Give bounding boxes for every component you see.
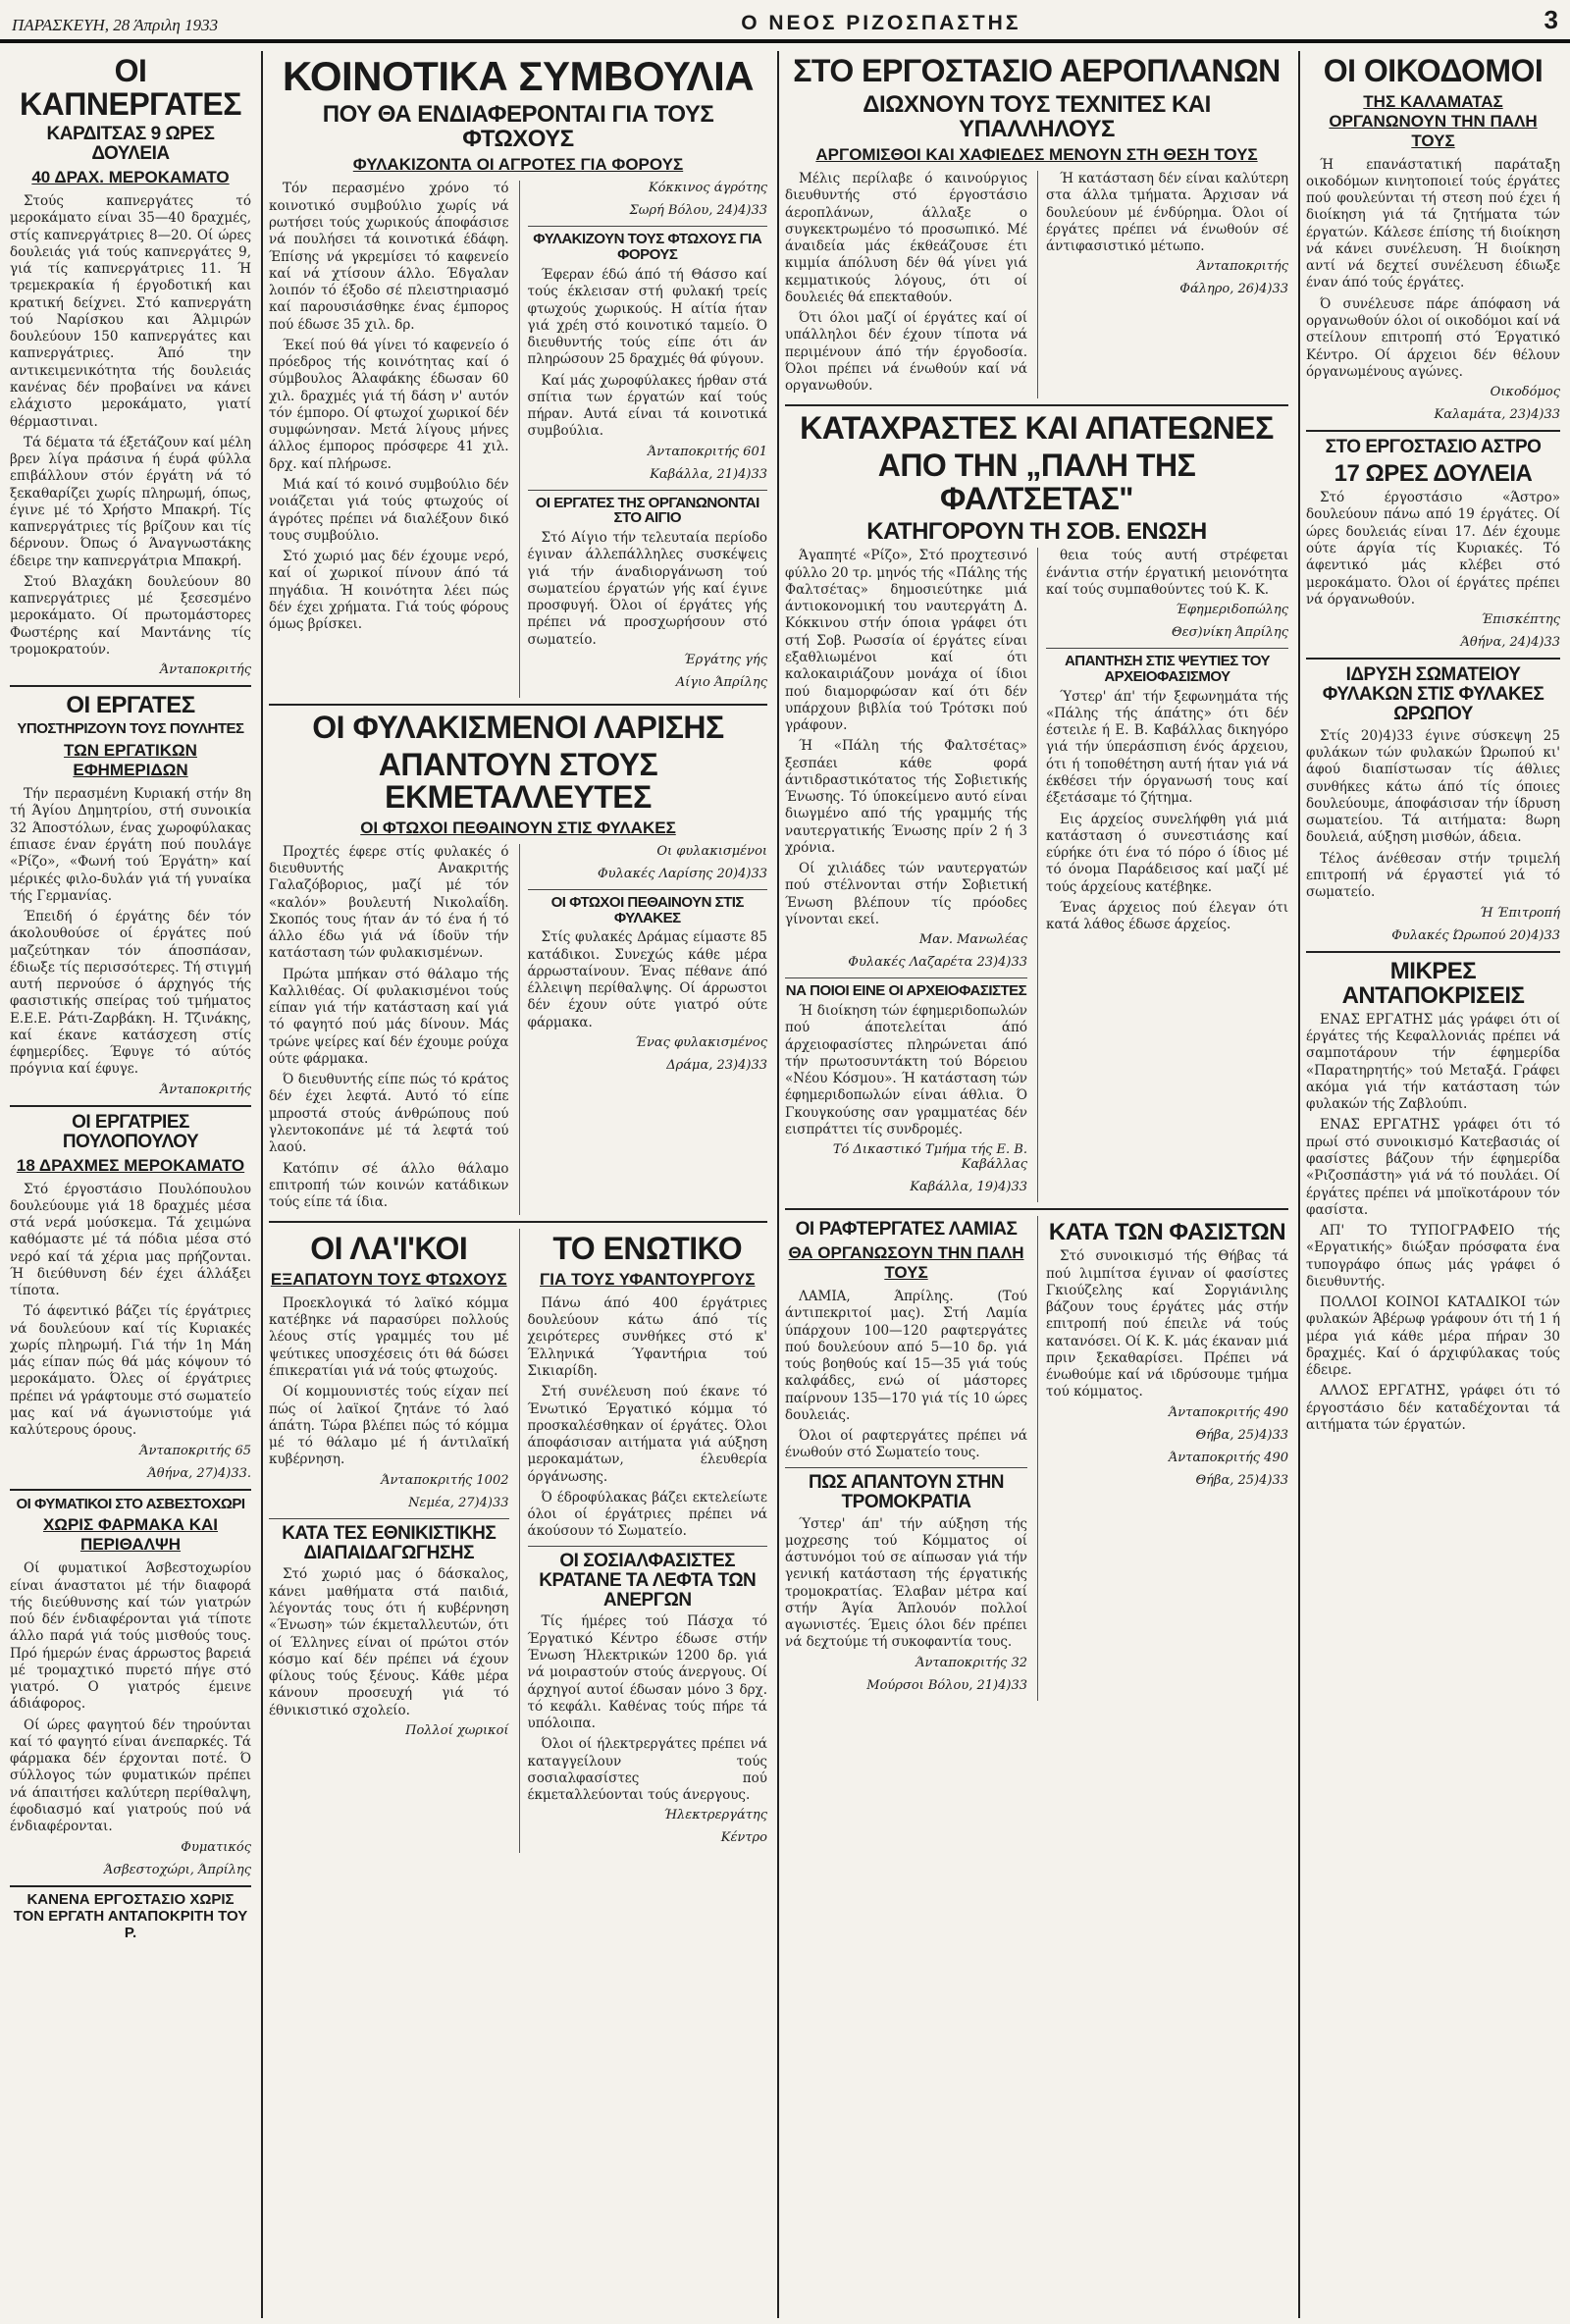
paragraph: Μέλις περίλαβε ό καινούργιος διευθυντής στό έργοστάσιο άεροπλάνων, άλλαξε ο συγκεκτρωμένο τό προσωπικό. Μέ άναιδεία μάς έκθεάζουσε έτι κιμμία άπόλυση δέν θά γίνει γιά κεμματικούς λόγους, ότι οί δουλειές θά επεκταθούν. bbox=[785, 170, 1027, 305]
divider bbox=[269, 704, 767, 706]
headline: ΚΑΤΑ ΤΕΣ ΕΘΝΙΚΙΣΤΙΚΗΣ ΔΙΑΠΑΙΔΑΓΩΓΗΣΗΣ bbox=[282, 1522, 497, 1563]
paragraph: Ή επανάστατική παράταξη οικοδόμων κινητοποιεί τούς έργάτες πού φουλεύνται τή στεση πού έχει ή διοίκηση γιά τά ζητήματα τών έργατών. Κάλεσε έπίσης τή διοίκηση νά κάνει συνέλευση. Ή διοίκηση αντί νά δεχτεί συνέλευση έδιωξε έναν άπό τούς έργάτες. bbox=[1306, 156, 1560, 291]
paragraph: ΠΟΛΛΟΙ ΚΟΙΝΟΙ ΚΑΤΑΔΙΚΟΙ τών φυλακών Άβέρωφ γράφουν ότι τή 1 ή μέρα γιά κάθε μέρα πήραν 30 δραχμές. Καί ό άρχιφύλακας τούς έδειρε. bbox=[1306, 1294, 1560, 1379]
article-larissa-prisoners bbox=[269, 709, 767, 1215]
article-populists bbox=[269, 1229, 509, 1853]
paragraph: Μιά καί τό κοινό συμβούλιο δέν νοιάζεται γιά τούς φτωχούς οί άγρότες πρέπει νά διαλέξουν δικό τους συμβούλιο. bbox=[269, 476, 509, 544]
dateline: Φυλακές Λαζαρέτα 23)4)33 bbox=[848, 955, 1027, 971]
article-tobacco-workers bbox=[10, 55, 251, 677]
article-workers-support-sellers bbox=[10, 693, 251, 1096]
signature: Άνταποκριτής 32 bbox=[916, 1655, 1027, 1670]
paragraph: Ό έδροφύλακας βάζει εκτελείωτε όλοι οί έργάτριες πρέπει νά άκούσουν τό Σωματείο. bbox=[527, 1489, 767, 1540]
column-2 bbox=[261, 51, 773, 2318]
signature: Άνταποκριτής bbox=[159, 662, 251, 678]
paragraph: Ό συνέλευσε πάρε άπόφαση νά οργανωθούν όλοι οί οικοδόμοι καί νά στείλουν επιτροπή στό Έργατικό Κέντρο. Οί άρχειοι δέν θέλουν όργανωμένους αγώνες. bbox=[1306, 295, 1560, 380]
paragraph: Ή κατάσταση δέν είναι καλύτερη στα άλλα τμήματα. Άρχισαν νά δουλεύουν μέ ένδύρημα. Όλοι οί έργάτες πρέπει νά ένωθούν σέ άντιφασιστικό μέτωπο. bbox=[1046, 170, 1288, 255]
paragraph: Ύστερ' άπ' τήν αύξηση τής μοχρεσης τού Κόμματος οί άστυνόμοι τού σε αίπωσαν γιά τήν γενική κατάσταση τής έργατικής τρομοκρατίας. Έλαβαν μέτρα καί στήν Άγία Άπλουόν πολλοί αγωνιστές. Έμεις όλοι δέν πρέπει νά δεχτούμε τή συκοφαντία τους. bbox=[785, 1515, 1027, 1651]
divider bbox=[1306, 951, 1560, 953]
divider bbox=[10, 1105, 251, 1107]
article-against-fascists bbox=[1037, 1216, 1288, 1701]
article-aircraft-factory bbox=[785, 55, 1288, 398]
headline: ΟΙ ΕΡΓΑΤΕΣ ΤΗΣ ΟΡΓΑΝΩΝΟΝΤΑΙ ΣΤΟ ΑΙΓΙΟ bbox=[535, 494, 759, 527]
subheadline: 17 ΩΡΕΣ ΔΟΥΛΕΙΑ bbox=[1334, 459, 1533, 487]
divider bbox=[528, 1546, 768, 1547]
divider bbox=[269, 1221, 767, 1223]
bottom-two-articles bbox=[785, 1216, 1288, 1701]
paragraph: Εις άρχείος συνελήφθη γιά μιά κατάσταση ό συνεστιάσης καί εύρήκε ότι ένα τό πόρο ό ίδιος μέ τό όνομα Παράδεισος καί μαζί μέ τούς άρχείους κατέβηκε. bbox=[1046, 811, 1288, 895]
subheadline-2: ΤΩΝ ΕΡΓΑΤΙΚΩΝ ΕΦΗΜΕΡΙΔΩΝ bbox=[64, 741, 197, 780]
headline: ΠΩΣ ΑΠΑΝΤΟΥΝ ΣΤΗΝ ΤΡΟΜΟΚΡΑΤΙΑ bbox=[809, 1471, 1004, 1512]
paragraph: Στή συνέλευση πού έκανε τό Ένωτικό Έργατικό κόμμα τό προσκαλέσθηκαν οί έργάτες. Όλοι άποφάσισαν αιτήματα γιά αύξηση μεροκαμάτων, έλευθερία όργάνωσης. bbox=[527, 1384, 767, 1485]
headline-2: ΑΠΑΝΤΟΥΝ ΣΤΟΥΣ ΕΚΜΕΤΑΛΛΕΥΤΕΣ bbox=[378, 746, 658, 816]
divider bbox=[528, 889, 768, 890]
paragraph: Στό έργοστάσιο «Άστρο» δουλεύουν πάνω από 19 έργάτες. Οί ώρες δουλειάς είναι 17. Δέν έχουμε ούτε άργία τίς Κυριακές. Τό άφεντικό μάς κλέβει στό μεροκάματο. Όλοι οί έργάτες πρέπει νά όργανωθούν. bbox=[1306, 490, 1560, 607]
subcolumn-left bbox=[269, 844, 509, 1216]
paragraph: ΑΠ' ΤΟ ΤΥΠΟΓΡΑΦΕΙΟ τής «Εργατικής» διώξαν πρόσφατα ένα τυπογράφο όπως μάς γράφει ό διευθυντής. bbox=[1306, 1223, 1560, 1290]
article-lamia-tailors bbox=[785, 1216, 1027, 1701]
article-tuberculosis-patients bbox=[10, 1497, 251, 1877]
headline: ΟΙ ΕΡΓΑΤΡΙΕΣ ΠΟΥΛΟΠΟΥΛΟΥ bbox=[62, 1111, 199, 1152]
paragraph: Ή διοίκηση τών έφημεριδοπωλών πού άποτελείται άπό άρχειοφασίστες πληρώνεται άπό τήν πρωτοσυντάκτη τού Βόρειου «Νέου Κόσμου». Ή κατάσταση τών έφημεριδοπωλών είναι άθλια. Ό Γκουγκούσης σαν γραμματέας δέν εισπράττει τίς συνδρομές. bbox=[785, 1002, 1027, 1137]
signature: Άνταποκριτής 490 bbox=[1168, 1450, 1288, 1465]
newspaper-title: Ο ΝΕΟΣ ΡΙΖΟΣΠΑΣΤΗΣ bbox=[741, 12, 1021, 34]
divider bbox=[785, 404, 1288, 406]
dateline: Καλαμάτα, 23)4)33 bbox=[1434, 407, 1560, 423]
paragraph: Κατόπιν σέ άλλο θάλαμο επιτροπή τών κοινών κατάδικων τούς είπε τά ίδια. bbox=[269, 1160, 509, 1211]
paragraph: ΕΝΑΣ ΕΡΓΑΤΗΣ γράφει ότι τό πρωί στό συνοικισμό Κατεβασιάς οί φασίστες βάζουν τήν έφημερίδα «Ριζοσπάστη» γιά νά τό πουλάει. Οί έργάτες πρέπει νά μποϊκοτάρουν τόν φασίστα. bbox=[1306, 1117, 1560, 1218]
subcolumn-right bbox=[1037, 171, 1288, 398]
paragraph: Ό διευθυντής είπε πώς τό κράτος δέν έχει λεφτά. Αυτό τό είπε μπροστά στούς άνθρώπους πού γλεντοκοπάνε μέ τά λεφτά τού λαού. bbox=[269, 1072, 509, 1156]
paragraph: Τό άφεντικό βάζει τίς έργάτριες νά δουλεύουν καί τίς Κυριακές χωρίς πληρωμή. Γιά τήν 1η Μάη μάς είπαν πώς θά μάς κόψουν τό μεροκάματο. Όλες οί έργάτριες πρέπει νά γράφτουμε στό σωματείο μας καί νά άγωνιστούμε γιά καλύτερους όρους. bbox=[10, 1303, 251, 1439]
headline: ΟΙ ΣΟΣΙΑΛΦΑΣΙΣΤΕΣ ΚΡΑΤΑΝΕ ΤΑ ΛΕΦΤΑ ΤΩΝ ΑΝΕΡΓΩΝ bbox=[539, 1550, 757, 1611]
paragraph: ΑΛΛΟΣ ΕΡΓΑΤΗΣ, γράφει ότι τό έργοστάσιο δέν καταδέχονται τά αιτήματα τών έργατών. bbox=[1306, 1383, 1560, 1433]
signature: Φυματικός bbox=[181, 1839, 251, 1855]
signature: Άνταποκριτής 65 bbox=[139, 1443, 251, 1458]
paragraph: Τά δέματα τά έξετάζουν καί μέλη βρεν λίγα πράσινα ή έυρά φύλλα επιβάλλουν στόν έργάτη νά τό ξεκαθαρίζει χωρίς πληρωμή, όπως, έγινε μέ τό Χρήστο Μπακρή. Τίς καπνεργάτριες τίς βρίζουν και τίς δέρνουν. Όπως ό Άναγνωστάκης έδειρε την καπνεργάτρια Μπακρή. bbox=[10, 434, 251, 569]
paragraph: Ύστερ' άπ' τήν ξεφωνημάτα τής «Πάλης τής άπάτης» ότι δέν έστειλε ή Ε. Β. Καβάλλας δικηγόρο γιά τήν ύπεράσπιση ένός άρχειου, ότι ή τοποθέτηση αυτή ήταν γιά νά έκθέσει τήν όργανωσή τους καί έξετάσαμε τό ζήτημα. bbox=[1046, 688, 1288, 807]
subheadline: ΟΙ ΦΤΩΧΟΙ ΠΕΘΑΙΝΟΥΝ ΣΤΙΣ ΦΥΛΑΚΕΣ bbox=[360, 818, 676, 837]
two-column-block bbox=[269, 181, 767, 698]
signature: Έφημεριδοπώλης bbox=[1176, 603, 1288, 618]
headline: ΟΙ ΕΡΓΑΤΕΣ bbox=[66, 692, 195, 719]
paragraph: Ή «Πάλη τής Φαλτσέτας» ξεσπάει κάθε φορά άντιδραστικότατος τής Σοβιετικής Ένωσης. Τό ύποκείμενο αυτό είναι διωγμένο από τής γραμμής τής ναυτεργατικής Ένωσης πρίν 2 ή 3 χρόνια. bbox=[785, 738, 1027, 856]
subcolumn-left bbox=[785, 171, 1027, 398]
paragraph: Άγαπητέ «Ρίζο», Στό προχτεσινό φύλλο 20 τρ. μηνός τής «Πάλης τής Φαλτσέτας» δημοσιεύτηκε μιά άντιοκονομική του ναυτεργάτη Δ. Κόκκινου στήν όποια γράφει ότι στή Σοβ. Ρωσσία οί έργάτες είναι εξαθλιωμένοι καί ότι καλοκαιριάζουν μονάχα οί ίδιοι πού διαμορφώσαν καί ότι δέν υπάρχουν βιβλία τού Τρότσκι πού γράφουν. bbox=[785, 548, 1027, 734]
paragraph: Στό Αίγιο τήν τελευταία περίοδο έγιναν άλλεπάλληλες συσκέψεις γιά τήν άναδιοργάνωση τού σωματείου έργατών γής καί έγινε προσφυγή. Όλοι οί έργάτες γής πρέπει νά προσχωρήσουν στό σωματείο. bbox=[527, 530, 767, 648]
paragraph: Καί μάς χωροφύλακες ήρθαν στά σπίτια των έργατών καί τούς πήραν. Αυτά είναι τά κοινοτικά συμβούλια. bbox=[527, 372, 767, 440]
column-4 bbox=[1298, 51, 1566, 2318]
divider bbox=[785, 977, 1027, 978]
dateline: Άθήνα, 27)4)33. bbox=[147, 1465, 251, 1481]
paragraph: Ένας άρχειος πού έλεγαν ότι κατά λάθος έδωσε άρχείος. bbox=[1046, 899, 1288, 933]
divider bbox=[1306, 430, 1560, 432]
two-column-block bbox=[785, 171, 1288, 398]
headline-2: ΑΠΟ ΤΗΝ „ΠΑΛΗ ΤΗΣ ΦΑΛΤΣΕΤΑΣ" bbox=[877, 448, 1196, 516]
divider bbox=[785, 1467, 1027, 1468]
headline: ΟΙ ΦΥΜΑΤΙΚΟΙ ΣΤΟ ΑΣΒΕΣΤΟΧΩΡΙ bbox=[16, 1495, 245, 1512]
dateline: Κέντρο bbox=[720, 1830, 767, 1846]
paragraph: Έπειδή ό έργάτης δέν τόν άκολουθούσε οί έργάτες πού μαζεύτηκαν τόν άποσπάσαν, έδιωξε τίς περισσότερες. Τή στιγμή αυτή περνούσε ό άρχηγός τής φασιστικής σπείρας τού τμήματος Ε.Ε.Ε. Ράτι-Ζαρβάκη. Η. Τζινάκης, καί έκανε κατάσχεση στίς έφημερίδες. Έφυγε τό αύτός πρόγνια καί έφυγε. bbox=[10, 909, 251, 1078]
headline: ΟΙ ΟΙΚΟΔΟΜΟΙ bbox=[1323, 53, 1544, 88]
subheadline: ΘΑ ΟΡΓΑΝΩΣΟΥΝ ΤΗΝ ΠΑΛΗ ΤΟΥΣ bbox=[788, 1243, 1024, 1283]
headline: ΙΔΡΥΣΗ ΣΩΜΑΤΕΙΟΥ ΦΥΛΑΚΩΝ ΣΤΙΣ ΦΥΛΑΚΕΣ ΩΡΩΠΟΥ bbox=[1322, 664, 1544, 724]
signature: Άνταποκριτής 490 bbox=[1168, 1404, 1288, 1420]
subheadline: ΚΑΡΔΙΤΣΑΣ 9 ΩΡΕΣ ΔΟΥΛΕΙΑ bbox=[46, 124, 215, 165]
headline: ΟΙ ΛΑ'Ι'ΚΟΙ bbox=[310, 1231, 468, 1267]
article-embezzlers bbox=[785, 412, 1288, 1202]
subheadline: 18 ΔΡΑΧΜΕΣ ΜΕΡΟΚΑΜΑΤΟ bbox=[16, 1155, 245, 1175]
headline-3: ΚΑΤΗΓΟΡΟΥΝ ΤΗ ΣΟΒ. ΕΝΩΣΗ bbox=[866, 518, 1207, 546]
subcolumn-right bbox=[519, 844, 768, 1216]
paragraph: Οί φυματικοί Άσβεστοχωρίου είναι άναστατοι μέ τήν διαφορά τής διεύθυνσης καί τών γιατρών πού δέν ένδιαφέρονται γιά τίποτε άλλο παρά γιά τούς μισθούς τους. Πρό ήμερών ένας άρρωστος βαρειά μέ τρομαχτικό πυρετό πήγε στό γιατρό. Ο γιατρός έμεινε άδιάφορος. bbox=[10, 1560, 251, 1713]
subheadline: ΓΙΑ ΤΟΥΣ ΥΦΑΝΤΟΥΡΓΟΥΣ bbox=[540, 1269, 756, 1289]
paragraph: Στούς καπνεργάτες τό μεροκάματο είναι 35—40 δραχμές, στίς καπνεργάτριες 8—20. Οί ώρες δουλειάς γιά τούς καπνεργάτες 9, γιά τίς καπνεργάτριες 11. Ή τρεμεκρακία ή έργοδοτική και κρατική δείχνει. Στό καπνεργάτη τού Ναρίσκου και Άλμιρών δουλεύουν 150 καπνεργάτες και καπνεργάτριες. Άπό την αντικειμενικότητα τής δουλειάς κανένας δέν προβαίνει να κάνει ελάχιστο μεροκάματο, γιατί θέρμαστιναι. bbox=[10, 193, 251, 430]
headline: ΚΟΙΝΟΤΙΚΑ ΣΥΜΒΟΥΛΙΑ bbox=[282, 53, 755, 99]
divider bbox=[10, 685, 251, 687]
signature: Άνταποκριτής 601 bbox=[647, 444, 767, 459]
subcolumn-right bbox=[519, 181, 768, 698]
article-poulopoulos-workers bbox=[10, 1113, 251, 1481]
paragraph: Προεκλογικά τό λαϊκό κόμμα κατέβηκε νά παρασύρει πολλούς λέους στίς γραμμές του μέ ψεύτικες υποσχέσεις ότι θά δώσει έπικερατίαι γιά νά τούς φτωχούς. bbox=[269, 1294, 509, 1379]
signature: Έπισκέπτης bbox=[1481, 612, 1560, 628]
signature: Τό Δικαστικό Τμήμα τής Ε. Β. Καβάλλας bbox=[832, 1142, 1027, 1173]
paragraph: Έκεί πού θά γίνει τό καφενείο ό πρόεδρος τής κοινότητας καί ό σύμβουλος Άλαφάκης έδωσαν 60 χιλ. δραχμές γιά τή δάση ν' αυτόν τόν έμπορο. Οί φτωχοί χωρικοί δέν συμφώνησαν. Μετά λίγους μήνες άλλος έμπορος πρόσφερε 41 χιλ. δρχ. καί πλήρωσε. bbox=[269, 337, 509, 472]
subheadline: ΦΥΛΑΚΙΖΟΝΤΑ ΟΙ ΑΓΡΟΤΕΣ ΓΙΑ ΦΟΡΟΥΣ bbox=[352, 155, 684, 175]
divider bbox=[1306, 658, 1560, 660]
signature: Οι φυλακισμένοι bbox=[656, 843, 767, 859]
paragraph: Όλοι οί ραφτεργάτες πρέπει νά ένωθούν στό Σωματείο τους. bbox=[785, 1428, 1027, 1461]
dateline: Καβάλλα, 19)4)33 bbox=[910, 1180, 1027, 1195]
headline: ΚΑΤΑΧΡΑΣΤΕΣ ΚΑΙ ΑΠΑΤΕΩΝΕΣ bbox=[800, 410, 1274, 447]
divider bbox=[785, 1208, 1288, 1210]
paragraph: Στό έργοστάσιο Πουλόπουλου δουλεύουμε γιά 18 δραχμές μέσα στά νερά μούσκεμα. Τά χειμώνα καθόμαστε μέ τά πόδια μέσα στό νερό καί τά χέρια μας πρήζονται. Ή διεύθυνση δέν έχει άλλάξει τίποτα. bbox=[10, 1181, 251, 1299]
divider bbox=[269, 1518, 509, 1519]
paragraph: Στού Βλαχάκη δουλεύουν 80 καπνεργάτριες μέ ξεσεσμένο μεροκάματο. Οί πρωτομάστορες Φωστέρης καί Μαντάνης τίς τρομοκρατούν. bbox=[10, 573, 251, 658]
signature: Άνταποκριτής 1002 bbox=[381, 1472, 509, 1488]
paragraph: Στό χωριό μας ό δάσκαλος, κάνει μαθήματα στά παιδιά, λέγοντάς τους ότι ή κυβέρνηση «Ένωση» τών έκμεταλλευτών, ότι οί Έλληνες είναι οί πρώτοι στόν κόσμο καί δέν πρέπει νά έχουν φίλους τούς ξένους. Κάθε μέρα κάνουν προσευχή γιά τό έθνικιστικό σχολείο. bbox=[269, 1566, 509, 1718]
subcolumn-left bbox=[785, 548, 1027, 1202]
article-short-reports bbox=[1306, 959, 1560, 1435]
dateline: Φυλακές Ώρωπού 20)4)33 bbox=[1391, 927, 1560, 943]
subheadline-2: 40 ΔΡΑΧ. ΜΕΡΟΚΑΜΑΤΟ bbox=[31, 168, 230, 187]
dateline: Άσβεστοχώρι, Άπρίλης bbox=[103, 1862, 251, 1877]
paragraph: Τήν περασμένη Κυριακή στήν 8η τή Άγίου Δημητρίου, στή συνοικία 32 Άποστόλων, ένας χωροφύλακας έπιασε έναν έργάτη πού πουλάγε «Ρίζο», «Φωνή τού Έργάτη» καί μέρικές φιλο-δυλάν γιά τή γυναίκα τής Γερμανίας. bbox=[10, 786, 251, 904]
dateline: Φυλακές Λαρίσης 20)4)33 bbox=[598, 866, 767, 881]
headline-2: ΠΟΥ ΘΑ ΕΝΔΙΑΦΕΡΟΝΤΑΙ ΓΙΑ ΤΟΥΣ ΦΤΩΧΟΥΣ bbox=[322, 101, 714, 153]
subcolumn-right bbox=[1037, 548, 1288, 1202]
paragraph: Στίς 20)4)33 έγινε σύσκεψη 25 φυλάκων τών φυλακών Ώρωπού κι' άφού διαπίστωσαν τίς άθλιες συνθήκες κάτω άπό τίς όποιες δουλεύουμε, άποφάσισαν τήν ίδρυση σωματείου. Τά αιτήματα: 8ωρη δουλειά, αύξηση μισθών, άδεια. bbox=[1306, 727, 1560, 846]
article-astro-factory bbox=[1306, 438, 1560, 650]
headline: ΦΥΛΑΚΙΖΟΥΝ ΤΟΥΣ ΦΤΩΧΟΥΣ ΓΙΑ ΦΟΡΟΥΣ bbox=[533, 231, 762, 264]
signature: Άνταποκριτής bbox=[159, 1082, 251, 1097]
headline: ΟΙ ΦΤΩΧΟΙ ΠΕΘΑΙΝΟΥΝ ΣΤΙΣ ΦΥΛΑΚΕΣ bbox=[550, 893, 744, 926]
paragraph: Ότι όλοι μαζί οί έργάτες καί οί υπάλληλοι δέν έχουν τίποτα νά περιμένουν άπό τήν έργοδοσία. Όλοι πρέπει νά ένωθούν καί νά οργανωθούν. bbox=[785, 310, 1027, 395]
slogan-footer: ΚΑΝΕΝΑ ΕΡΓΟΣΤΑΣΙΟ ΧΩΡΙΣ ΤΟΝ ΕΡΓΑΤΗ ΑΝΤΑΠΟΚΡΙΤΗ ΤΟΥ Ρ. bbox=[10, 1885, 251, 1941]
article-builders bbox=[1306, 55, 1560, 422]
two-column-block bbox=[269, 844, 767, 1216]
headline: ΣΤΟ ΕΡΓΟΣΤΑΣΙΟ ΑΕΡΟΠΛΑΝΩΝ bbox=[793, 53, 1281, 88]
signature: Κόκκινος άγρότης bbox=[648, 181, 767, 196]
paragraph: ΕΝΑΣ ΕΡΓΑΤΗΣ μάς γράφει ότι οί έργάτες τής Κεφαλλονιάς πρέπει νά σαμποτάρουν τήν έφημερίδα «Παρατηρητής» τού Μεταξά. Γράφει ακόμα γιά τήν κατάσταση τών φυλακών τής Ζαβλούπι. bbox=[1306, 1011, 1560, 1113]
dateline: Δράμα, 23)4)33 bbox=[666, 1057, 767, 1073]
paragraph: Όλοι οί ήλεκτρεργάτες πρέπει νά καταγγείλουν τούς σοσιαλφασίστες πού έκμεταλλεύονται τούς άνεργους. bbox=[527, 1736, 767, 1804]
dateline: Σωρή Βόλου, 24)4)33 bbox=[629, 203, 767, 219]
subheadline: ΕΞΑΠΑΤΟΥΝ ΤΟΥΣ ΦΤΩΧΟΥΣ bbox=[270, 1269, 507, 1289]
subheadline: ΧΩΡΙΣ ΦΑΡΜΑΚΑ ΚΑΙ ΠΕΡΙΘΑΛΨΗ bbox=[42, 1515, 219, 1555]
two-column-block bbox=[785, 548, 1288, 1202]
signature: Πολλοί χωρικοί bbox=[405, 1722, 509, 1738]
paragraph: Έφεραν έδώ άπό τή Θάσσο καί τούς έκλεισαν στή φυλακή τρείς φτωχούς χωρικούς. Η αίτία ήταν γιά χρέη στό κοινοτικό ταμείο. Ό διευθυντής τούς είπε ότι άν πληρώσουν 25 δραχμές θά φύγουν. bbox=[527, 266, 767, 368]
headline: ΟΙ ΡΑΦΤΕΡΓΑΤΕΣ ΛΑΜΙΑΣ bbox=[795, 1219, 1018, 1241]
column-1 bbox=[4, 51, 257, 2318]
headline: ΚΑΤΑ ΤΩΝ ΦΑΣΙΣΤΩΝ bbox=[1048, 1219, 1286, 1246]
paragraph: θεια τούς αυτή στρέφεται ένάντια στήν έργατική μειονότητα καί τούς συμπαθούντες τού Κ. Κ. bbox=[1046, 548, 1288, 598]
headline: ΟΙ ΦΥΛΑΚΙΣΜΕΝΟΙ ΛΑΡΙΣΗΣ bbox=[312, 709, 724, 745]
signature: Έργάτης γής bbox=[683, 652, 767, 667]
headline: ΤΟ ΕΝΩΤΙΚΟ bbox=[552, 1231, 743, 1267]
divider bbox=[1046, 648, 1288, 649]
article-unity-weavers bbox=[519, 1229, 768, 1853]
dateline: Άθήνα, 24)4)33 bbox=[1460, 635, 1560, 651]
signature: Οικοδόμος bbox=[1490, 385, 1560, 400]
headline: ΑΠΑΝΤΗΣΗ ΣΤΙΣ ΨΕΥΤΙΕΣ ΤΟΥ ΑΡΧΕΙΟΦΑΣΙΣΜΟΥ bbox=[1064, 653, 1271, 685]
dateline: Καβάλλα, 21)4)33 bbox=[650, 466, 767, 482]
paragraph: Τέλος άνέθεσαν στήν τριμελή επιτροπή νά έργαστεί γιά τό σωματείο. bbox=[1306, 850, 1560, 901]
page-number: 3 bbox=[1544, 5, 1558, 34]
issue-date: ΠΑΡΑΣΚΕΥΗ, 28 Άπριλη 1933 bbox=[12, 16, 219, 34]
dateline: Μούρσοι Βόλου, 21)4)33 bbox=[866, 1677, 1027, 1693]
headline-2: ΔΙΩΧΝΟΥΝ ΤΟΥΣ ΤΕΧΝΙΤΕΣ ΚΑΙ ΥΠΑΛΛΗΛΟΥΣ bbox=[863, 90, 1211, 142]
article-community-councils bbox=[269, 55, 767, 698]
headline: ΣΤΟ ΕΡΓΟΣΤΑΣΙΟ ΑΣΤΡΟ bbox=[1325, 437, 1542, 458]
paragraph: Στό συνοικισμό τής Θήβας τά πού λιμπίτσα έγιναν οί φασίστες Γκιούζελης καί Σοργιάνιλης βάζουν τους έργάτες μάς στήν επιτροπή πού έπειλε νά τούς κατανόσει. Οί Κ. Κ. μάς έκαναν μιά πριν ξεκαθαρίσει. Πρέπει νά ένωθούμε καί νά ιδρύσουμε τμήμα τού κόμματος. bbox=[1046, 1248, 1288, 1400]
paragraph: Οί χιλιάδες τών ναυτεργατών πού στέλνονται στήν Σοβιετική Ένωση βλέπουν τίς πρόοδες γίνονται εκεί. bbox=[785, 861, 1027, 927]
paragraph: Τόν περασμένο χρόνο τό κοινοτικό συμβούλιο χωρίς νά ρωτήσει τούς χωρικούς άποφάσισε νά πουλήσει τά κοινοτικά έδάφη. Έπίσης νά γκρεμίσει τό καφενείο καί νά χτίσουν άλλο. Έδγαλαν λοιπόν τό έξοδο σέ πλειστηριασμό καί παρουσιάσθηκε ένας έμπορος πού έδωσε 35 χιλ. δρ. bbox=[269, 181, 509, 333]
masthead bbox=[0, 0, 1570, 43]
dateline: Νεμέα, 27)4)33 bbox=[408, 1495, 509, 1510]
dateline: Θήβα, 25)4)33 bbox=[1195, 1472, 1288, 1488]
dateline: Θήβα, 25)4)33 bbox=[1195, 1427, 1288, 1443]
paragraph: Οί κομμουνιστές τούς είχαν πεί πώς οί λαϊκοί ζητάνε τό λαό άπάτη. Τώρα βλέπει πώς τό κόμμα μέ τό θάλαμο μέ ή άντιλαϊκή κυβέρνηση. bbox=[269, 1384, 509, 1468]
divider bbox=[528, 226, 768, 227]
paragraph: Στό χωριό μας δέν έχουμε νερό, καί οί χωρικοί πίνουν άπό τά πηγάδια. Ή κοινότητα λέει πώς δέν έχει χρήματα. Γιά τούς φόρους όμως βρίσκει. bbox=[269, 549, 509, 633]
paragraph: Πάνω άπό 400 έργάτριες δουλεύουν κάτω άπό τίς χειρότερες συνθήκες στό κ' Έλληνικά Ύφαντήρια τού Σικιαρίδη. bbox=[527, 1294, 767, 1379]
subheadline: ΑΡΓΟΜΙΣΘΟΙ ΚΑΙ ΧΑΦΙΕΔΕΣ ΜΕΝΟΥΝ ΣΤΗ ΘΕΣΗ ΤΟΥΣ bbox=[815, 144, 1258, 164]
signature: Μαν. Μανωλέας bbox=[918, 932, 1027, 948]
signature: Ή Έπιτροπή bbox=[1480, 905, 1560, 921]
article-guards-union bbox=[1306, 665, 1560, 942]
headline: ΟΙ ΚΑΠΝΕΡΓΑΤΕΣ bbox=[20, 53, 241, 122]
dateline: Αίγιο Άπρίλης bbox=[675, 674, 767, 690]
signature: Άνταποκριτής bbox=[1196, 259, 1288, 275]
bottom-two-articles bbox=[269, 1229, 767, 1853]
paragraph: Τίς ήμέρες τού Πάσχα τό Έργατικό Κέντρο έδωσε στήν Ένωση Ήλεκτρικών 1200 δρ. γιά νά μοιραστούν στούς άνεργους. Οί άρχηγοί αυτοί έδωσαν μόνο 3 δρχ. τό κεφάλι. Καθένας τούς πήρε τά υπόλοιπα. bbox=[527, 1613, 767, 1732]
headline: ΜΙΚΡΕΣ ΑΝΤΑΠΟΚΡΙΣΕΙΣ bbox=[1341, 957, 1525, 1009]
signature: Ήλεκτρεργάτης bbox=[663, 1808, 767, 1823]
divider bbox=[10, 1489, 251, 1491]
column-3 bbox=[777, 51, 1294, 2318]
paragraph: Στίς φυλακές Δράμας είμαστε 85 κατάδικοι. Συνεχώς κάθε μέρα άρρωσταίνουν. Ένας πέθανε άπό έλλειψη περίθαλψης. Οί άρρωστοι δέν έχουν ούτε γιατρό ούτε φάρμακα. bbox=[527, 929, 767, 1030]
headline: ΝΑ ΠΟΙΟΙ ΕΙΝΕ ΟΙ ΑΡΧΕΙΟΦΑΣΙΣΤΕΣ bbox=[785, 982, 1027, 1000]
paragraph: Οί ώρες φαγητού δέν τηρούνται καί τό φαγητό είναι άνεπαρκές. Τά φάρμακα δέν έρχονται ποτέ. Ό σύλλογος τών φυματικών πρέπει νά άπαιτήσει καλύτερη περίθαλψη, έφοδιασμό καί γιατρούς πού νά ένδιαφέρονται. bbox=[10, 1717, 251, 1835]
signature: Ένας φυλακισμένος bbox=[635, 1034, 767, 1050]
subcolumn-left bbox=[269, 181, 509, 698]
subheadline: ΤΗΣ ΚΑΛΑΜΑΤΑΣ ΟΡΓΑΝΩΝΟΥΝ ΤΗΝ ΠΑΛΗ ΤΟΥΣ bbox=[1329, 91, 1538, 150]
dateline: Φάληρο, 26)4)33 bbox=[1179, 282, 1288, 297]
subheadline: ΥΠΟΣΤΗΡΙΖΟΥΝ ΤΟΥΣ ΠΟΥΛΗΤΕΣ bbox=[17, 720, 244, 738]
paragraph: ΛΑΜΙΑ, Άπρίλης. (Τού άντιπεκριτοί μας). Στή Λαμία ύπάρχουν 100—120 ραφτεργάτες πού δουλεύουν από 5—10 δρ. γιά τούς βοηθούς καί 15—35 γιά τούς καλφάδες, ενώ οί μάστορες παίρνουν 135—170 γιά τίς 10 ώρες δουλειάς. bbox=[785, 1289, 1027, 1423]
divider bbox=[528, 490, 768, 491]
paragraph: Προχτές έφερε στίς φυλακές ό διευθυντής Ανακριτής Γαλαζόβοριος, μαζί μέ τόν «καλόν» βουλευτή Νικολαΐδη. Σκοπός τους ήταν άν τό ένα ή τό άλλο έδω γιά νά ίδοϋν τήν κατάσταση τών φυλακισμένων. bbox=[269, 843, 509, 962]
dateline: Θεσ)νίκη Άπρίλης bbox=[1171, 625, 1288, 641]
paragraph: Πρώτα μπήκαν στό θάλαμο τής Καλλιθέας. Οί φυλακισμένοι τούς είπαν γιά τήν κατάσταση καί γιά τό φαγητό πού μάς δίνουν. Μάς τρώνε ψείρες καί δέν έχουμε ρούχα ούτε φάρμακα. bbox=[269, 966, 509, 1067]
